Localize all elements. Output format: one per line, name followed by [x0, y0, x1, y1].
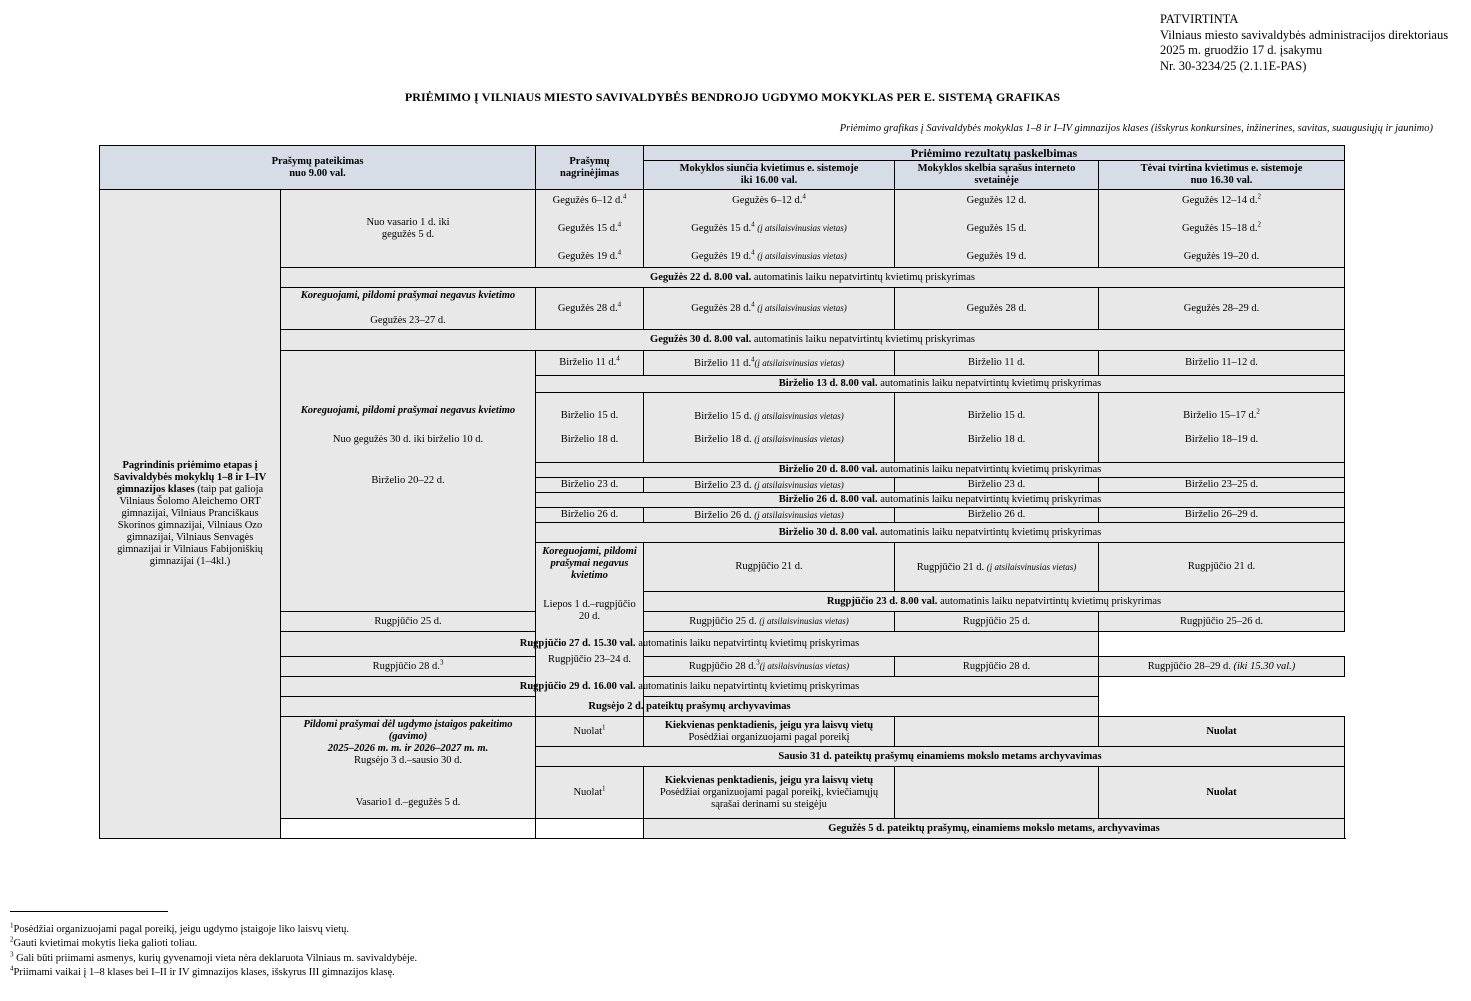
period3-confirm: Birželio 15–17 d.$^2$ Birželio 18–19 d.: [1099, 393, 1345, 463]
period3-lists: Birželio 15 d. Birželio 18 d.: [895, 393, 1099, 463]
auto-assign-row: Birželio 13 d. 8.00 val. automatinis laiku nepatvirtintų kvietimų priskyrimas: [536, 376, 1345, 393]
period3-invites: Birželio 26 d. (į atsilaisvinusias vietas): [644, 508, 895, 523]
footnote: $^3$ Gali būti priimami asmenys, kurių gyvenamoji vieta nėra deklaruota Vilniaus m. savivaldybėje.: [10, 950, 418, 964]
header-confirm: Tėvai tvirtina kvietimus e. sistemoje nuo 16.30 val.: [1099, 161, 1345, 190]
footnote: $^2$Gauti kvietimai mokytis lieka galioti toliau.: [10, 935, 198, 950]
period4-lists: Rugpjūčio 28 d.: [895, 657, 1099, 677]
header-lists: Mokyklos skelbia sąrašus interneto svetainėje: [895, 161, 1099, 190]
period2-review: Gegužės 28 d.$^4$: [536, 288, 644, 330]
period5-review: Nuolat$^1$: [536, 717, 644, 747]
period4-lists: Rugpjūčio 25 d.: [895, 612, 1099, 632]
period5-lists: [895, 767, 1099, 819]
footnote: $^4$Priimami vaikai į 1–8 klases bei I–II ir IV gimnazijos klases, išskyrus III gimnazijos klasę.: [10, 964, 395, 978]
period5-invites: Kiekvienas penktadienis, jeigu yra laisvų vietų Posėdžiai organizuojami pagal poreikį: [644, 717, 895, 747]
page-title: PRIĖMIMO Į VILNIAUS MIESTO SAVIVALDYBĖS BENDROJO UGDYMO MOKYKLAS PER E. SISTEMĄ GRAFIKAS: [404, 90, 1061, 104]
approval-line: 2025 m. gruodžio 17 d. įsakymu: [1160, 43, 1323, 57]
archive-row: Gegužės 5 d. pateiktų prašymų, einamiems mokslo metams, archyvavimas: [644, 819, 1345, 839]
period5-submission: Pildomi prašymai dėl ugdymo įstaigos pakeitimo (gavimo) 2025–2026 m. m. ir 2026–2027 m. m. Rugsėjo 3 d.–sausio 30 d. Vasario1 d.–gegužės 5 d.: [281, 717, 536, 819]
footnotes: [10, 923, 417, 980]
auto-assign-row: Gegužės 22 d. 8.00 val. automatinis laiku nepatvirtintų kvietimų priskyrimas: [281, 268, 1345, 288]
period5-review: Nuolat$^1$: [536, 767, 644, 819]
period1-submission: Nuo vasario 1 d. iki gegužės 5 d.: [281, 190, 536, 268]
period3-invites: Birželio 15 d. (į atsilaisvinusias vietas) Birželio 18 d. (į atsilaisvinusias vietas): [644, 393, 895, 463]
period3-submission: Koreguojami, pildomi prašymai negavus kvietimo Nuo gegužės 30 d. iki birželio 10 d. Birželio 20–22 d.: [281, 351, 536, 612]
stage-label-cell: Pagrindinis priėmimo etapas į Savivaldybės mokyklų 1–8 ir I–IV gimnazijos klases (taip pat galioja Vilniaus Šolomo Aleichemo ORT gimnazijai, Vilniaus Pranciškaus Skorinos gimnazijai, Vilniaus Ozo gimnazijai, Vilniaus Senvagės gimnazijai ir Vilniaus Fabijoniškių gimnazijai (1–4kl.): [100, 190, 281, 839]
period4-confirm: Rugpjūčio 28–29 d. (iki 15.30 val.): [1099, 657, 1345, 677]
auto-assign-row: Birželio 30 d. 8.00 val. automatinis laiku nepatvirtintų kvietimų priskyrimas: [536, 523, 1345, 543]
header-submission: Prašymų pateikimas nuo 9.00 val.: [100, 146, 536, 190]
period3-confirm: Birželio 11–12 d.: [1099, 351, 1345, 376]
auto-assign-row: Birželio 20 d. 8.00 val. automatinis laiku nepatvirtintų kvietimų priskyrimas: [536, 463, 1345, 478]
period2-lists: Gegužės 28 d.: [895, 288, 1099, 330]
empty-cell: [281, 819, 536, 839]
period1-lists: Gegužės 12 d. Gegužės 15 d. Gegužės 19 d.: [895, 190, 1099, 268]
period3-review: Birželio 11 d.$^4$: [536, 351, 644, 376]
period2-confirm: Gegužės 28–29 d.: [1099, 288, 1345, 330]
footnote: $^1$Posėdžiai organizuojami pagal poreikį, jeigu ugdymo įstaigoje liko laisvų vietų.: [10, 921, 349, 935]
period4-review: Rugpjūčio 25 d.: [281, 612, 536, 632]
period3-lists: Birželio 23 d.: [895, 478, 1099, 493]
period2-submission: Koreguojami, pildomi prašymai negavus kvietimo Gegužės 23–27 d.: [281, 288, 536, 330]
period1-invites: Gegužės 6–12 d.$^4$ Gegužės 15 d.$^4$ (į atsilaisvinusias vietas) Gegužės 19 d.$^4$ (į atsilaisvinusias vietas): [644, 190, 895, 268]
period3-lists: Birželio 26 d.: [895, 508, 1099, 523]
approval-line: Nr. 30-3234/25 (2.1.1E-PAS): [1160, 58, 1307, 73]
period4-review: Rugpjūčio 21 d.: [644, 543, 895, 592]
period3-review: Birželio 23 d.: [536, 478, 644, 493]
period3-confirm: Birželio 23–25 d.: [1099, 478, 1345, 493]
schedule-table: [99, 145, 1345, 839]
period4-review: Rugpjūčio 28 d.$^3$: [281, 657, 536, 677]
period4-confirm: Rugpjūčio 25–26 d.: [1099, 612, 1345, 632]
period1-confirm: Gegužės 12–14 d.$^2$ Gegužės 15–18 d.$^2$ Gegužės 19–20 d.: [1099, 190, 1345, 268]
auto-assign-row: Rugpjūčio 27 d. 15.30 val. automatinis laiku nepatvirtintų kvietimų priskyrimas: [281, 632, 1099, 657]
period3-review: Birželio 26 d.: [536, 508, 644, 523]
approval-line: Vilniaus miesto savivaldybės administracijos direktoriaus: [1160, 27, 1449, 42]
archive-row: Sausio 31 d. pateiktų prašymų einamiems mokslo metams archyvavimas: [536, 747, 1345, 767]
auto-assign-row: Gegužės 30 d. 8.00 val. automatinis laiku nepatvirtintų kvietimų priskyrimas: [281, 330, 1345, 351]
empty-cell: [536, 819, 644, 839]
period1-review: Gegužės 6–12 d.$^4$ Gegužės 15 d.$^4$ Gegužės 19 d.$^4$: [536, 190, 644, 268]
auto-assign-row: Rugpjūčio 29 d. 16.00 val. automatinis laiku nepatvirtintų kvietimų priskyrimas: [281, 677, 1099, 697]
period3-confirm: Birželio 26–29 d.: [1099, 508, 1345, 523]
period4-submission: Koreguojami, pildomi prašymai negavus kvietimo Liepos 1 d.–rugpjūčio 20 d. Rugpjūčio 23–24 d.: [536, 543, 644, 717]
period3-review: Birželio 15 d. Birželio 18 d.: [536, 393, 644, 463]
header-invites: Mokyklos siunčia kvietimus e. sistemoje iki 16.00 val.: [644, 161, 895, 190]
period5-confirm: Nuolat: [1099, 767, 1345, 819]
header-results: Priėmimo rezultatų paskelbimas: [644, 146, 1345, 161]
footnote-divider: [10, 911, 168, 912]
auto-assign-row: Rugpjūčio 23 d. 8.00 val. automatinis laiku nepatvirtintų kvietimų priskyrimas: [644, 592, 1345, 612]
header-review: Prašymų nagrinėjimas: [536, 146, 644, 190]
approval-line: PATVIRTINTA: [1160, 12, 1239, 26]
approval-block: [1160, 12, 1448, 74]
period3-lists: Birželio 11 d.: [895, 351, 1099, 376]
period5-confirm: Nuolat: [1099, 717, 1345, 747]
auto-assign-row: Birželio 26 d. 8.00 val. automatinis laiku nepatvirtintų kvietimų priskyrimas: [536, 493, 1345, 508]
period2-invites: Gegužės 28 d.$^4$ (į atsilaisvinusias vietas): [644, 288, 895, 330]
period5-lists: [895, 717, 1099, 747]
period3-invites: Birželio 23 d. (į atsilaisvinusias vietas): [644, 478, 895, 493]
page-subtitle: Priėmimo grafikas į Savivaldybės mokyklas 1–8 ir I–IV gimnazijos klases (išskyrus konkursines, inžinerines, savitas, suaugusiųjų ir jaunimo): [839, 123, 1433, 134]
period4-lists: Rugpjūčio 21 d.: [1099, 543, 1345, 592]
period4-invites: Rugpjūčio 21 d. (į atsilaisvinusias vietas): [895, 543, 1099, 592]
period5-invites: Kiekvienas penktadienis, jeigu yra laisvų vietų Posėdžiai organizuojami pagal poreikį, kviečiamųjų sąrašai derinami su steigėju: [644, 767, 895, 819]
period4-invites: Rugpjūčio 25 d. (į atsilaisvinusias vietas): [644, 612, 895, 632]
period3-invites: Birželio 11 d.$^4$(į atsilaisvinusias vietas): [644, 351, 895, 376]
archive-row: Rugsėjo 2 d. pateiktų prašymų archyvavimas: [281, 697, 1099, 717]
period4-invites: Rugpjūčio 28 d.$^3$(į atsilaisvinusias vietas): [644, 657, 895, 677]
